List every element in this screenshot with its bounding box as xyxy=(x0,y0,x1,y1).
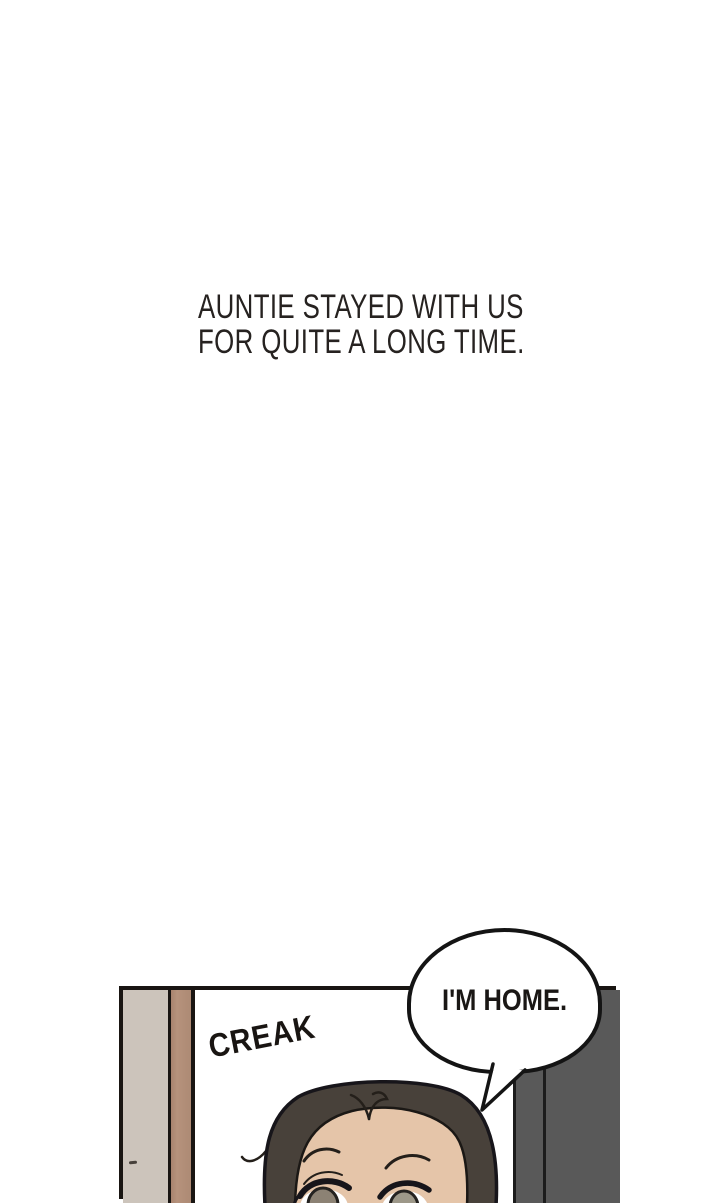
narration-line-2: FOR QUITE A LONG TIME. xyxy=(198,323,525,361)
speech-bubble xyxy=(407,928,602,1074)
sfx-creak-text: CREAK xyxy=(205,1007,319,1065)
narration-line-1: AUNTIE STAYED WITH US xyxy=(198,288,524,326)
speech-bubble-text: I'M HOME. xyxy=(441,984,568,1017)
door-frame-edge-line xyxy=(191,990,195,1203)
speech-bubble-tail xyxy=(464,1062,540,1116)
narration-caption xyxy=(198,290,525,360)
door-frame-outer xyxy=(123,990,168,1203)
door-frame-inner xyxy=(171,990,191,1203)
hair-strand-line xyxy=(242,1151,266,1161)
